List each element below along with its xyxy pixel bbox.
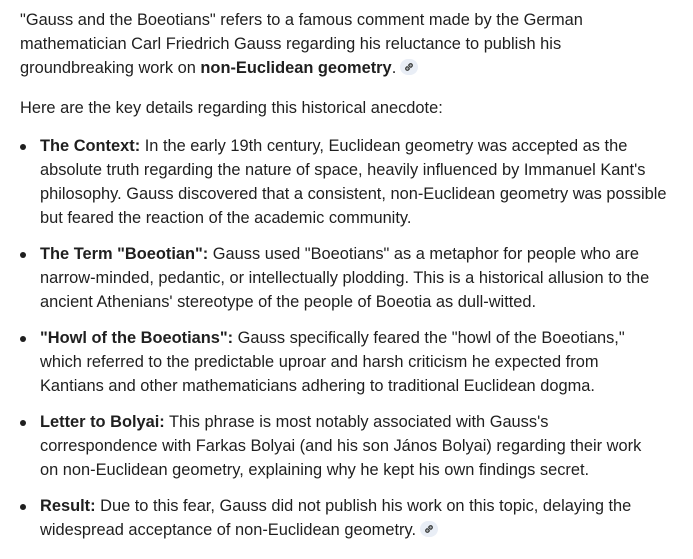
link-icon bbox=[403, 61, 415, 73]
list-item-term: Letter to Bolyai: bbox=[40, 413, 165, 431]
bullet-dot bbox=[20, 144, 26, 150]
list-item-text: Gauss used "Boeotians" as a metaphor for people who are narrow-minded, pedantic, or intellectually plodding. This is a historical allusion to the ancient Athenians' stereotype of the people of Boeotia as dull-witted. bbox=[40, 245, 650, 311]
source-link-chip[interactable] bbox=[400, 59, 418, 75]
list-item-context bbox=[20, 134, 670, 230]
key-details-list bbox=[20, 134, 680, 542]
bullet-dot bbox=[20, 504, 26, 510]
list-item-text: Gauss specifically feared the "howl of the Boeotians," which referred to the predictable uproar and harsh criticism he expected from Kantians and other mathematicians adhering to traditional Euclidean dogma. bbox=[40, 329, 625, 395]
intro-paragraph bbox=[20, 8, 640, 80]
link-icon bbox=[423, 523, 435, 535]
list-item-term: The Context: bbox=[40, 137, 141, 155]
list-item-term: Result: bbox=[40, 497, 96, 515]
bullet-dot bbox=[20, 336, 26, 342]
bullet-dot bbox=[20, 252, 26, 258]
list-item-text: This phrase is most notably associated with Gauss's correspondence with Farkas Bolyai (and his son János Bolyai) regarding their work on non-Euclidean geometry, explaining why he kept his own findings secret. bbox=[40, 413, 642, 479]
list-item-letter bbox=[20, 410, 650, 482]
list-item-text: Due to this fear, Gauss did not publish his work on this topic, delaying the widespread acceptance of non-Euclidean geometry. bbox=[40, 497, 632, 539]
list-item-term: The Term "Boeotian": bbox=[40, 245, 209, 263]
lead-paragraph: Here are the key details regarding this historical anecdote: bbox=[20, 99, 443, 117]
source-link-chip[interactable] bbox=[420, 521, 438, 537]
list-item-result bbox=[20, 494, 660, 542]
list-item-text: In the early 19th century, Euclidean geometry was accepted as the absolute truth regarding the nature of space, heavily influenced by Immanuel Kant's philosophy. Gauss discovered that a consistent, non-Euclidean geometry was possible but feared the reaction of the academic community. bbox=[40, 137, 667, 227]
list-item-boeotian-term bbox=[20, 242, 650, 314]
intro-text-end: . bbox=[391, 59, 397, 77]
list-item-howl bbox=[20, 326, 640, 398]
intro-text: "Gauss and the Boeotians" refers to a famous comment made by the German mathematician Carl Friedrich Gauss regarding his reluctance to publish his groundbreaking work on bbox=[20, 11, 583, 77]
bullet-dot bbox=[20, 420, 26, 426]
list-item-term: "Howl of the Boeotians": bbox=[40, 329, 234, 347]
intro-bold-term: non-Euclidean geometry bbox=[200, 59, 392, 77]
